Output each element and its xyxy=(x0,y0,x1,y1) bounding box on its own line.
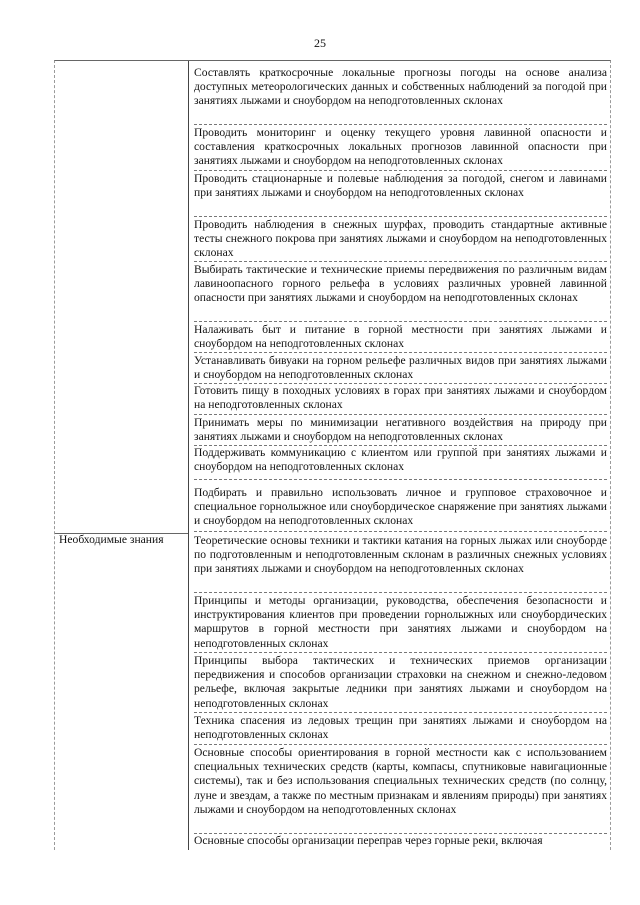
skill-item: Проводить стационарные и полевые наблюдения за погодой, снегом и лавинами при занятиях лыжами и сноубордом на неподготовленных склонах xyxy=(194,172,607,217)
knowledge-label: Необходимые знания xyxy=(59,533,164,546)
skill-item: Составлять краткосрочные локальные прогнозы погоды на основе анализа доступных метеорологических данных и собственных наблюдений за погодой при занятиях лыжами и сноубордом на неподготовленных склонах xyxy=(194,66,607,125)
page-number: 25 xyxy=(314,36,326,50)
knowledge-item: Основные способы организации переправ через горные реки, включая xyxy=(194,834,543,847)
requirements-table xyxy=(54,60,611,850)
knowledge-item: Основные способы ориентирования в горной местности как с использованием специальных технических средств (карты, компасы, спутниковые навигационные системы), так и без использования специальных технических средств (по солнцу, луне и звездам, а также по местным признакам и явлениям природы) при занятиях лыжами и сноубордом на неподготовленных склонах xyxy=(194,746,607,834)
skill-item: Поддерживать коммуникацию с клиентом или группой при занятиях лыжами и сноубордом на неподготовленных склонах xyxy=(194,446,607,480)
column-divider xyxy=(188,61,189,850)
knowledge-item: Теоретические основы техники и тактики катания на горных лыжах или сноуборде по подготовленным и неподготовленным склонам в различных снежных условиях при занятиях лыжами и сноубордом на неподготовленных склонах xyxy=(194,534,607,593)
skill-item: Готовить пищу в походных условиях в горах при занятиях лыжами и сноубордом на неподготовленных склонах xyxy=(194,384,607,415)
skill-item: Налаживать быт и питание в горной местности при занятиях лыжами и сноубордом на неподготовленных склонах xyxy=(194,323,607,353)
skill-item: Принимать меры по минимизации негативного воздействия на природу при занятиях лыжами и сноубордом на неподготовленных склонах xyxy=(194,416,607,446)
knowledge-item: Техника спасения из ледовых трещин при занятиях лыжами и сноубордом на неподготовленных склонах xyxy=(194,714,607,745)
knowledge-item: Принципы и методы организации, руководства, обеспечения безопасности и инструктирования клиентов при проведении горнолыжных или сноубордических маршрутов в горной местности при занятиях лыжами и сноубордом на неподготовленных склонах xyxy=(194,594,607,653)
skill-item: Выбирать тактические и технические приемы передвижения по различным видам лавиноопасного горного рельефа в условиях различных уровней лавинной опасности при занятиях лыжами и сноубордом на неподготовленных склонах xyxy=(194,263,607,322)
skill-item: Проводить мониторинг и оценку текущего уровня лавинной опасности и составления краткосрочных локальных прогнозов лавинной опасности при занятиях лыжами и сноубордом на неподготовленных склонах xyxy=(194,126,607,171)
skill-item: Устанавливать бивуаки на горном рельефе различных видов при занятиях лыжами и сноубордом на неподготовленных склонах xyxy=(194,354,607,384)
skill-item: Подбирать и правильно использовать личное и групповое страховочное и специальное горнолыжное или сноубордическое снаряжение при занятиях лыжами и сноубордом на неподготовленных склонах xyxy=(194,486,607,532)
knowledge-item: Принципы выбора тактических и технических приемов организации передвижения и способов организации страховки на снежном и снежно-ледовом рельефе, включая закрытые ледники при занятиях лыжами и сноубордом на неподготовленных склонах xyxy=(194,654,607,713)
skill-item: Проводить наблюдения в снежных шурфах, проводить стандартные активные тесты снежного покрова при занятиях лыжами и сноубордом на неподготовленных склонах xyxy=(194,218,607,262)
